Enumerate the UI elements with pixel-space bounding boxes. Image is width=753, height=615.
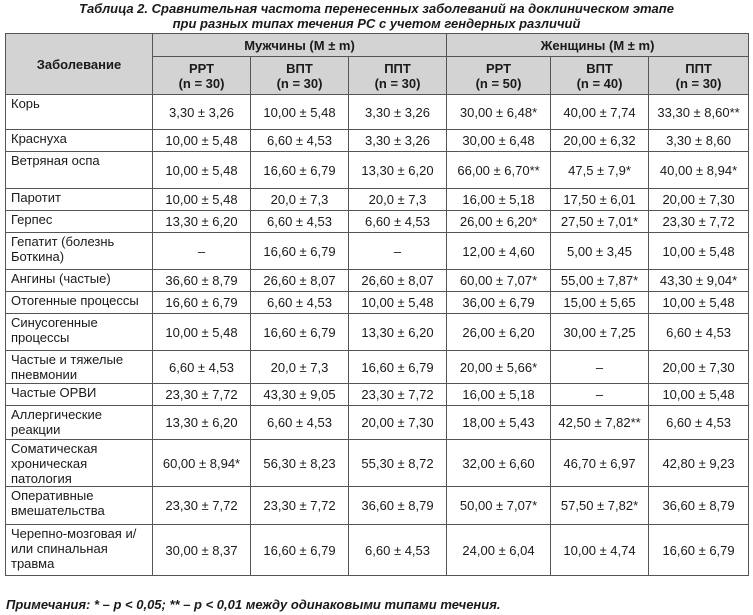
value-cell: 16,60 ± 6,79 — [251, 525, 349, 576]
value-cell: – — [349, 233, 447, 270]
value-cell: 55,30 ± 8,72 — [349, 440, 447, 487]
value-cell: 57,50 ± 7,82* — [551, 487, 649, 525]
table-row — [6, 95, 749, 130]
value-cell: 66,00 ± 6,70** — [447, 152, 551, 189]
value-cell: 12,00 ± 4,60 — [447, 233, 551, 270]
disease-name: Герпес — [6, 211, 153, 233]
caption-line-1: Таблица 2. Сравнительная частота перенесенных заболеваний на доклиническом этапе — [79, 1, 674, 16]
subheader-col-2 — [251, 57, 349, 95]
header-women: Женщины (M ± m) — [447, 34, 749, 57]
value-cell: 15,00 ± 5,65 — [551, 292, 649, 314]
value-cell: 13,30 ± 6,20 — [349, 152, 447, 189]
value-cell: 3,30 ± 3,26 — [349, 95, 447, 130]
subheader-type: РРТ — [485, 60, 512, 76]
value-cell: 3,30 ± 8,60 — [649, 130, 749, 152]
value-cell: 20,00 ± 5,66* — [447, 351, 551, 384]
disease-name: Гепатит (болезнь Боткина) — [6, 233, 153, 270]
value-cell: 33,30 ± 8,60** — [649, 95, 749, 130]
value-cell: 10,00 ± 5,48 — [649, 292, 749, 314]
value-cell: 3,30 ± 3,26 — [349, 130, 447, 152]
value-cell: 10,00 ± 5,48 — [153, 189, 251, 211]
table-row — [6, 440, 749, 487]
value-cell: 6,60 ± 4,53 — [153, 351, 251, 384]
table-row — [6, 211, 749, 233]
value-cell: 32,00 ± 6,60 — [447, 440, 551, 487]
table-caption — [0, 1, 753, 31]
value-cell: 24,00 ± 6,04 — [447, 525, 551, 576]
table-row — [6, 130, 749, 152]
subheader-n: (n = 40) — [576, 75, 623, 91]
value-cell: 10,00 ± 5,48 — [153, 130, 251, 152]
subheader-col-5 — [551, 57, 649, 95]
value-cell: 47,5 ± 7,9* — [551, 152, 649, 189]
value-cell: 20,00 ± 6,32 — [551, 130, 649, 152]
table-row — [6, 270, 749, 292]
value-cell: 10,00 ± 5,48 — [649, 384, 749, 406]
value-cell: 20,00 ± 7,30 — [649, 351, 749, 384]
subheader-n: (n = 30) — [178, 75, 225, 91]
value-cell: 6,60 ± 4,53 — [251, 130, 349, 152]
value-cell: 6,60 ± 4,53 — [349, 525, 447, 576]
subheader-type: РРТ — [188, 60, 215, 76]
disease-name: Синусогенные процессы — [6, 314, 153, 351]
disease-name: Черепно-мозговая и/или спинальная травма — [6, 525, 153, 576]
value-cell: 40,00 ± 7,74 — [551, 95, 649, 130]
value-cell: 18,00 ± 5,43 — [447, 406, 551, 440]
disease-name: Аллергические реакции — [6, 406, 153, 440]
value-cell: 60,00 ± 7,07* — [447, 270, 551, 292]
value-cell: 36,60 ± 8,79 — [649, 487, 749, 525]
value-cell: 10,00 ± 5,48 — [153, 152, 251, 189]
value-cell: 36,00 ± 6,79 — [447, 292, 551, 314]
subheader-n: (n = 50) — [475, 75, 522, 91]
value-cell: 20,00 ± 7,30 — [649, 189, 749, 211]
table-row — [6, 384, 749, 406]
disease-name: Соматическая хроническая патология — [6, 440, 153, 487]
value-cell: 36,60 ± 8,79 — [349, 487, 447, 525]
disease-name: Ветряная оспа — [6, 152, 153, 189]
disease-name: Ангины (частые) — [6, 270, 153, 292]
subheader-col-1 — [153, 57, 251, 95]
caption-line-2: при разных типах течения РС с учетом гендерных различий — [172, 16, 581, 31]
disease-name: Частые и тяжелые пневмонии — [6, 351, 153, 384]
value-cell: 10,00 ± 5,48 — [349, 292, 447, 314]
value-cell: 20,00 ± 7,30 — [349, 406, 447, 440]
table-row — [6, 525, 749, 576]
disease-name: Частые ОРВИ — [6, 384, 153, 406]
value-cell: 43,30 ± 9,05 — [251, 384, 349, 406]
value-cell: 16,60 ± 6,79 — [251, 314, 349, 351]
table-footnote: Примечания: * – p < 0,05; ** – p < 0,01 между одинаковыми типами течения. — [6, 597, 501, 612]
value-cell: 42,50 ± 7,82** — [551, 406, 649, 440]
value-cell: 16,60 ± 6,79 — [153, 292, 251, 314]
value-cell: 56,30 ± 8,23 — [251, 440, 349, 487]
disease-name: Корь — [6, 95, 153, 130]
value-cell: 10,00 ± 5,48 — [649, 233, 749, 270]
value-cell: 30,00 ± 6,48 — [447, 130, 551, 152]
value-cell: 13,30 ± 6,20 — [153, 211, 251, 233]
value-cell: 5,00 ± 3,45 — [551, 233, 649, 270]
value-cell: 26,60 ± 8,07 — [349, 270, 447, 292]
value-cell: 26,00 ± 6,20* — [447, 211, 551, 233]
value-cell: 46,70 ± 6,97 — [551, 440, 649, 487]
value-cell: 23,30 ± 7,72 — [649, 211, 749, 233]
subheader-n: (n = 30) — [276, 75, 323, 91]
value-cell: 60,00 ± 8,94* — [153, 440, 251, 487]
value-cell: 17,50 ± 6,01 — [551, 189, 649, 211]
value-cell: 6,60 ± 4,53 — [251, 211, 349, 233]
value-cell: 50,00 ± 7,07* — [447, 487, 551, 525]
value-cell: 27,50 ± 7,01* — [551, 211, 649, 233]
table-row — [6, 314, 749, 351]
value-cell: 16,60 ± 6,79 — [251, 233, 349, 270]
table-row — [6, 292, 749, 314]
value-cell: 36,60 ± 8,79 — [153, 270, 251, 292]
disease-name: Оперативные вмешательства — [6, 487, 153, 525]
value-cell: 30,00 ± 6,48* — [447, 95, 551, 130]
table-row — [6, 351, 749, 384]
value-cell: 16,00 ± 5,18 — [447, 189, 551, 211]
value-cell: 43,30 ± 9,04* — [649, 270, 749, 292]
header-disease: Заболевание — [6, 34, 153, 95]
value-cell: 16,00 ± 5,18 — [447, 384, 551, 406]
value-cell: 20,0 ± 7,3 — [251, 189, 349, 211]
subheader-type: ВПТ — [586, 60, 613, 76]
disease-name: Отогенные процессы — [6, 292, 153, 314]
value-cell: 13,30 ± 6,20 — [153, 406, 251, 440]
value-cell: 6,60 ± 4,53 — [251, 292, 349, 314]
value-cell: 23,30 ± 7,72 — [349, 384, 447, 406]
table-row — [6, 233, 749, 270]
value-cell: 20,0 ± 7,3 — [349, 189, 447, 211]
subheader-n: (n = 30) — [675, 75, 722, 91]
value-cell: 10,00 ± 4,74 — [551, 525, 649, 576]
value-cell: – — [551, 384, 649, 406]
subheader-type: ППТ — [384, 60, 411, 76]
value-cell: 20,0 ± 7,3 — [251, 351, 349, 384]
subheader-col-3 — [349, 57, 447, 95]
header-men: Мужчины (M ± m) — [153, 34, 447, 57]
value-cell: 55,00 ± 7,87* — [551, 270, 649, 292]
value-cell: 13,30 ± 6,20 — [349, 314, 447, 351]
subheader-type: ВПТ — [286, 60, 313, 76]
value-cell: 30,00 ± 7,25 — [551, 314, 649, 351]
value-cell: 16,60 ± 6,79 — [349, 351, 447, 384]
value-cell: 6,60 ± 4,53 — [349, 211, 447, 233]
disease-name: Паротит — [6, 189, 153, 211]
table-row — [6, 189, 749, 211]
value-cell: 42,80 ± 9,23 — [649, 440, 749, 487]
value-cell: 10,00 ± 5,48 — [251, 95, 349, 130]
value-cell: 16,60 ± 6,79 — [251, 152, 349, 189]
subheader-type: ППТ — [685, 60, 712, 76]
value-cell: 26,00 ± 6,20 — [447, 314, 551, 351]
value-cell: 6,60 ± 4,53 — [649, 406, 749, 440]
subheader-col-4 — [447, 57, 551, 95]
disease-name: Краснуха — [6, 130, 153, 152]
value-cell: 16,60 ± 6,79 — [649, 525, 749, 576]
value-cell: – — [551, 351, 649, 384]
table-row — [6, 152, 749, 189]
table-row — [6, 406, 749, 440]
value-cell: 10,00 ± 5,48 — [153, 314, 251, 351]
subheader-n: (n = 30) — [374, 75, 421, 91]
value-cell: 23,30 ± 7,72 — [153, 384, 251, 406]
value-cell: 26,60 ± 8,07 — [251, 270, 349, 292]
value-cell: 3,30 ± 3,26 — [153, 95, 251, 130]
subheader-col-6 — [649, 57, 749, 95]
value-cell: 6,60 ± 4,53 — [649, 314, 749, 351]
value-cell: – — [153, 233, 251, 270]
value-cell: 40,00 ± 8,94* — [649, 152, 749, 189]
disease-table — [5, 33, 749, 576]
table-row — [6, 487, 749, 525]
value-cell: 23,30 ± 7,72 — [251, 487, 349, 525]
value-cell: 6,60 ± 4,53 — [251, 406, 349, 440]
value-cell: 30,00 ± 8,37 — [153, 525, 251, 576]
value-cell: 23,30 ± 7,72 — [153, 487, 251, 525]
